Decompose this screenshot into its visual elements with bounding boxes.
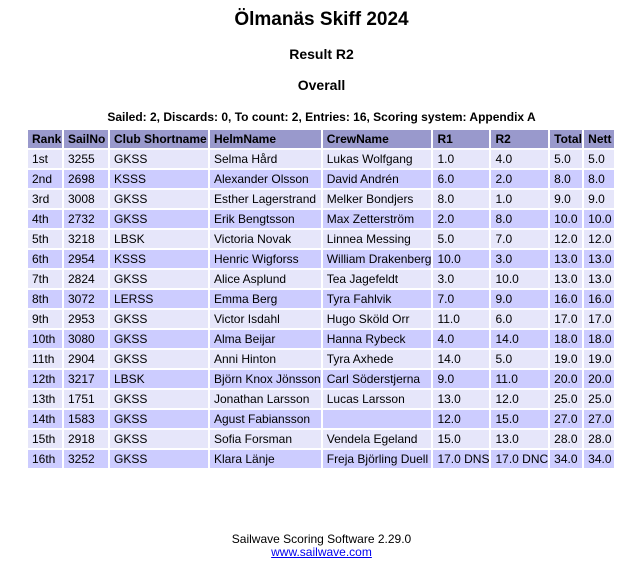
cell-rank: 7th <box>28 270 62 288</box>
cell-r2: 17.0 DNC <box>491 450 548 468</box>
cell-club: LERSS <box>110 290 208 308</box>
cell-club: GKSS <box>110 430 208 448</box>
cell-r2: 15.0 <box>491 410 548 428</box>
table-row <box>28 410 614 428</box>
cell-helm: Alice Asplund <box>210 270 321 288</box>
cell-helm: Alma Beijar <box>210 330 321 348</box>
cell-rank: 9th <box>28 310 62 328</box>
column-header-nett: Nett <box>584 130 614 148</box>
column-header-crew: CrewName <box>323 130 432 148</box>
table-row <box>28 330 614 348</box>
cell-sailno: 2904 <box>64 350 108 368</box>
cell-helm: Emma Berg <box>210 290 321 308</box>
cell-rank: 14th <box>28 410 62 428</box>
cell-helm: Jonathan Larsson <box>210 390 321 408</box>
cell-total: 25.0 <box>550 390 582 408</box>
cell-club: LBSK <box>110 370 208 388</box>
cell-rank: 15th <box>28 430 62 448</box>
cell-sailno: 2824 <box>64 270 108 288</box>
cell-crew: William Drakenberg <box>323 250 432 268</box>
cell-nett: 18.0 <box>584 330 614 348</box>
cell-nett: 20.0 <box>584 370 614 388</box>
cell-sailno: 1583 <box>64 410 108 428</box>
cell-helm: Björn Knox Jönsson <box>210 370 321 388</box>
cell-crew <box>323 410 432 428</box>
cell-r1: 4.0 <box>433 330 489 348</box>
cell-helm: Victor Isdahl <box>210 310 321 328</box>
cell-total: 18.0 <box>550 330 582 348</box>
table-row <box>28 390 614 408</box>
cell-rank: 6th <box>28 250 62 268</box>
cell-sailno: 2698 <box>64 170 108 188</box>
cell-r1: 12.0 <box>433 410 489 428</box>
cell-total: 34.0 <box>550 450 582 468</box>
cell-club: LBSK <box>110 230 208 248</box>
cell-total: 10.0 <box>550 210 582 228</box>
cell-r2: 1.0 <box>491 190 548 208</box>
cell-rank: 16th <box>28 450 62 468</box>
column-header-r1: R1 <box>433 130 489 148</box>
cell-r1: 5.0 <box>433 230 489 248</box>
cell-r2: 12.0 <box>491 390 548 408</box>
cell-club: GKSS <box>110 210 208 228</box>
cell-nett: 8.0 <box>584 170 614 188</box>
cell-club: GKSS <box>110 410 208 428</box>
cell-nett: 16.0 <box>584 290 614 308</box>
table-row <box>28 450 614 468</box>
cell-rank: 12th <box>28 370 62 388</box>
column-header-r2: R2 <box>491 130 548 148</box>
cell-club: GKSS <box>110 150 208 168</box>
cell-nett: 12.0 <box>584 230 614 248</box>
cell-nett: 13.0 <box>584 270 614 288</box>
cell-r1: 17.0 DNS <box>433 450 489 468</box>
cell-sailno: 2918 <box>64 430 108 448</box>
cell-r2: 14.0 <box>491 330 548 348</box>
cell-sailno: 3217 <box>64 370 108 388</box>
results-table <box>26 128 616 470</box>
cell-r1: 15.0 <box>433 430 489 448</box>
cell-nett: 5.0 <box>584 150 614 168</box>
cell-r2: 4.0 <box>491 150 548 168</box>
cell-club: KSSS <box>110 250 208 268</box>
cell-helm: Anni Hinton <box>210 350 321 368</box>
column-header-total: Total <box>550 130 582 148</box>
cell-r2: 13.0 <box>491 430 548 448</box>
table-header-row <box>28 130 614 148</box>
cell-helm: Selma Hård <box>210 150 321 168</box>
column-header-club: Club Shortname <box>110 130 208 148</box>
cell-r2: 6.0 <box>491 310 548 328</box>
cell-rank: 13th <box>28 390 62 408</box>
cell-r1: 2.0 <box>433 210 489 228</box>
cell-rank: 2nd <box>28 170 62 188</box>
cell-club: GKSS <box>110 350 208 368</box>
cell-rank: 3rd <box>28 190 62 208</box>
cell-sailno: 3072 <box>64 290 108 308</box>
cell-r1: 10.0 <box>433 250 489 268</box>
cell-helm: Agust Fabiansson <box>210 410 321 428</box>
cell-total: 19.0 <box>550 350 582 368</box>
cell-sailno: 1751 <box>64 390 108 408</box>
cell-club: GKSS <box>110 390 208 408</box>
cell-club: GKSS <box>110 270 208 288</box>
cell-crew: Tea Jagefeldt <box>323 270 432 288</box>
results-body <box>28 150 614 468</box>
cell-r2: 3.0 <box>491 250 548 268</box>
cell-helm: Victoria Novak <box>210 230 321 248</box>
cell-helm: Henric Wigforss <box>210 250 321 268</box>
cell-total: 13.0 <box>550 250 582 268</box>
cell-sailno: 2954 <box>64 250 108 268</box>
cell-sailno: 3218 <box>64 230 108 248</box>
cell-helm: Alexander Olsson <box>210 170 321 188</box>
column-header-helm: HelmName <box>210 130 321 148</box>
cell-r2: 8.0 <box>491 210 548 228</box>
cell-nett: 25.0 <box>584 390 614 408</box>
cell-rank: 1st <box>28 150 62 168</box>
column-header-rank: Rank <box>28 130 62 148</box>
cell-club: KSSS <box>110 170 208 188</box>
cell-club: GKSS <box>110 310 208 328</box>
cell-crew: Carl Söderstjerna <box>323 370 432 388</box>
cell-sailno: 3252 <box>64 450 108 468</box>
cell-crew: Max Zetterström <box>323 210 432 228</box>
cell-helm: Erik Bengtsson <box>210 210 321 228</box>
cell-nett: 9.0 <box>584 190 614 208</box>
cell-crew: Hanna Rybeck <box>323 330 432 348</box>
cell-r1: 6.0 <box>433 170 489 188</box>
cell-r1: 11.0 <box>433 310 489 328</box>
cell-total: 13.0 <box>550 270 582 288</box>
cell-crew: Hugo Sköld Orr <box>323 310 432 328</box>
cell-r2: 9.0 <box>491 290 548 308</box>
cell-rank: 8th <box>28 290 62 308</box>
cell-nett: 28.0 <box>584 430 614 448</box>
cell-r1: 1.0 <box>433 150 489 168</box>
cell-rank: 11th <box>28 350 62 368</box>
table-row <box>28 150 614 168</box>
cell-r1: 13.0 <box>433 390 489 408</box>
footer <box>0 533 643 559</box>
cell-rank: 10th <box>28 330 62 348</box>
cell-total: 20.0 <box>550 370 582 388</box>
cell-nett: 10.0 <box>584 210 614 228</box>
scoring-summary: Sailed: 2, Discards: 0, To count: 2, Entries: 16, Scoring system: Appendix A <box>107 110 536 124</box>
cell-helm: Klara Länje <box>210 450 321 468</box>
software-credit: Sailwave Scoring Software 2.29.0 <box>231 532 412 546</box>
table-row <box>28 370 614 388</box>
cell-club: GKSS <box>110 330 208 348</box>
cell-r2: 11.0 <box>491 370 548 388</box>
cell-total: 5.0 <box>550 150 582 168</box>
cell-crew: Freja Björling Duell <box>323 450 432 468</box>
cell-helm: Esther Lagerstrand <box>210 190 321 208</box>
cell-nett: 17.0 <box>584 310 614 328</box>
cell-r2: 2.0 <box>491 170 548 188</box>
cell-helm: Sofia Forsman <box>210 430 321 448</box>
sailwave-link[interactable]: www.sailwave.com <box>271 545 372 559</box>
cell-nett: 19.0 <box>584 350 614 368</box>
cell-nett: 13.0 <box>584 250 614 268</box>
cell-rank: 5th <box>28 230 62 248</box>
cell-nett: 27.0 <box>584 410 614 428</box>
table-row <box>28 210 614 228</box>
cell-crew: Tyra Axhede <box>323 350 432 368</box>
cell-crew: Tyra Fahlvik <box>323 290 432 308</box>
table-row <box>28 170 614 188</box>
column-header-sailno: SailNo <box>64 130 108 148</box>
cell-crew: Lucas Larsson <box>323 390 432 408</box>
cell-sailno: 3008 <box>64 190 108 208</box>
cell-r1: 9.0 <box>433 370 489 388</box>
cell-sailno: 2732 <box>64 210 108 228</box>
cell-crew: Linnea Messing <box>323 230 432 248</box>
cell-sailno: 3255 <box>64 150 108 168</box>
cell-total: 8.0 <box>550 170 582 188</box>
table-row <box>28 270 614 288</box>
cell-crew: David Andrén <box>323 170 432 188</box>
cell-total: 17.0 <box>550 310 582 328</box>
cell-total: 27.0 <box>550 410 582 428</box>
cell-total: 12.0 <box>550 230 582 248</box>
cell-r1: 7.0 <box>433 290 489 308</box>
cell-r2: 5.0 <box>491 350 548 368</box>
page-title: Ölmanäs Skiff 2024 <box>234 9 409 30</box>
cell-sailno: 2953 <box>64 310 108 328</box>
cell-total: 9.0 <box>550 190 582 208</box>
table-row <box>28 230 614 248</box>
cell-total: 28.0 <box>550 430 582 448</box>
group-heading: Overall <box>297 77 346 93</box>
cell-crew: Melker Bondjers <box>323 190 432 208</box>
cell-nett: 34.0 <box>584 450 614 468</box>
cell-club: GKSS <box>110 190 208 208</box>
cell-r2: 10.0 <box>491 270 548 288</box>
cell-r1: 14.0 <box>433 350 489 368</box>
table-row <box>28 430 614 448</box>
cell-crew: Vendela Egeland <box>323 430 432 448</box>
table-row <box>28 290 614 308</box>
table-row <box>28 250 614 268</box>
table-row <box>28 310 614 328</box>
cell-sailno: 3080 <box>64 330 108 348</box>
cell-r1: 3.0 <box>433 270 489 288</box>
cell-rank: 4th <box>28 210 62 228</box>
cell-total: 16.0 <box>550 290 582 308</box>
table-row <box>28 350 614 368</box>
cell-r2: 7.0 <box>491 230 548 248</box>
cell-r1: 8.0 <box>433 190 489 208</box>
race-heading: Result R2 <box>289 46 354 62</box>
cell-crew: Lukas Wolfgang <box>323 150 432 168</box>
table-row <box>28 190 614 208</box>
cell-club: GKSS <box>110 450 208 468</box>
